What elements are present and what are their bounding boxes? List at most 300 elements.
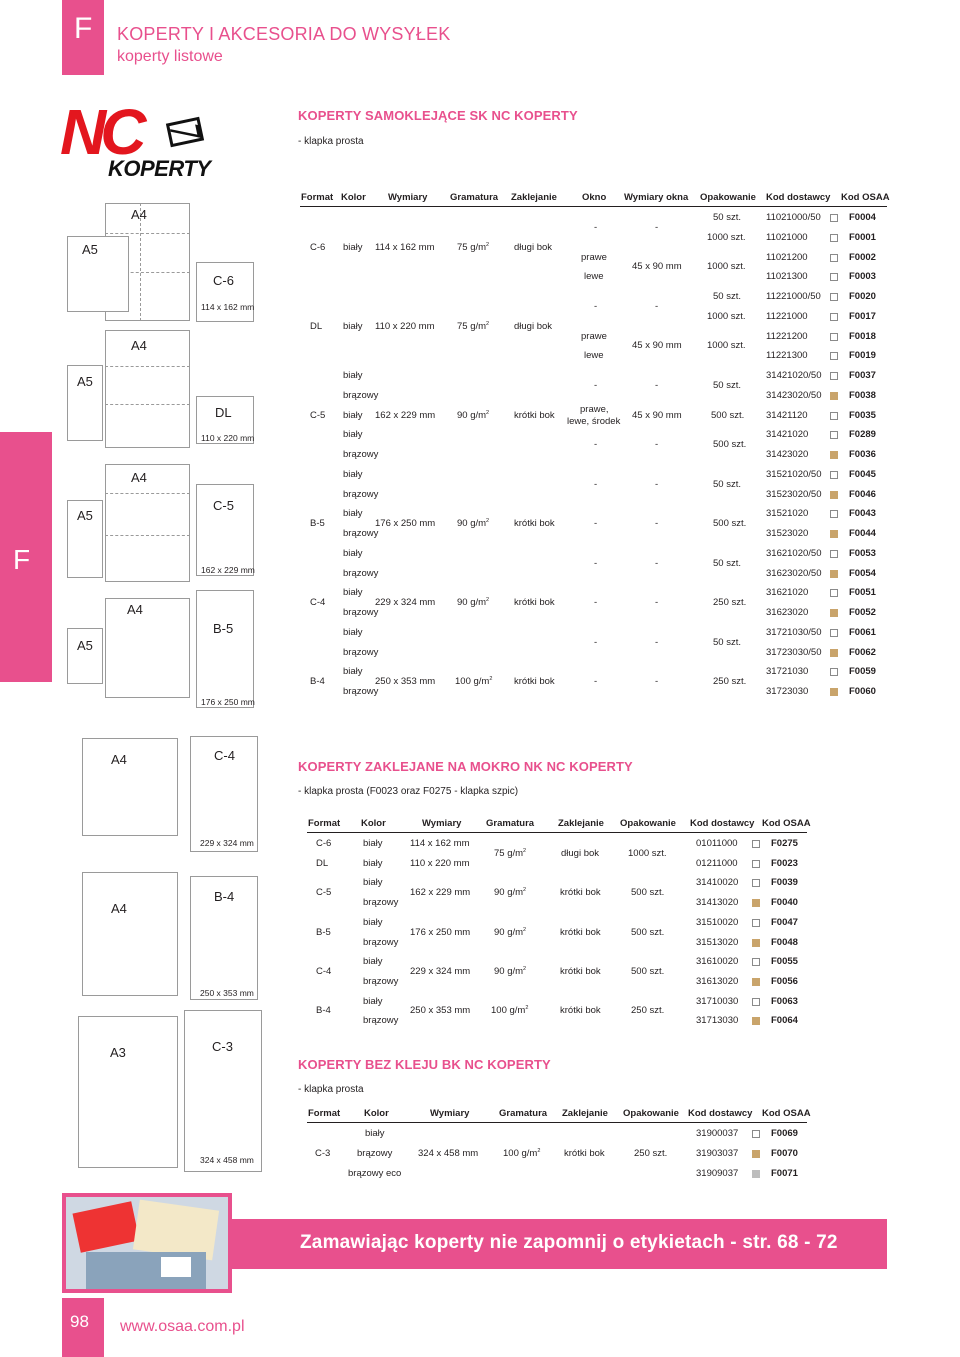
packaging-cell: 50 szt. <box>713 478 741 490</box>
color-cell: biały <box>343 429 363 441</box>
supplier-code: 31623020 <box>766 607 809 618</box>
window-cell: - <box>594 597 598 609</box>
logo-nc-text: NC <box>60 96 141 168</box>
packaging-cell: 250 szt. <box>631 1005 665 1017</box>
packaging-cell: 250 szt. <box>713 597 747 609</box>
osaa-code: F0043 <box>849 508 876 520</box>
format-cell: C-6 <box>316 838 332 849</box>
col-header: Kolor <box>361 818 386 829</box>
grammage-value: 100 g/m <box>455 676 490 688</box>
brown-swatch <box>830 392 838 400</box>
osaa-code: F0020 <box>849 291 876 302</box>
window-cell: - <box>594 221 598 233</box>
color-cell: biały <box>363 838 383 849</box>
white-swatch <box>830 629 838 637</box>
brown-swatch <box>830 688 838 696</box>
section2-subtitle: - klapka prosta (F0023 oraz F0275 - klapka szpic) <box>298 786 519 797</box>
grammage-value: 90 g/m <box>457 597 487 609</box>
white-swatch <box>830 431 838 439</box>
osaa-code: F0069 <box>771 1128 798 1139</box>
color-cell: biały <box>363 877 383 889</box>
page-number: 98 <box>62 1298 104 1357</box>
osaa-code: F0045 <box>849 468 876 480</box>
col-header: Okno <box>582 192 607 203</box>
osaa-code: F0055 <box>771 956 798 968</box>
color-cell: brązowy <box>343 389 379 401</box>
osaa-code: F0052 <box>849 607 876 618</box>
osaa-code: F0044 <box>849 528 876 539</box>
supplier-code: 31513020 <box>696 936 739 948</box>
osaa-code: F0054 <box>849 567 876 579</box>
grammage-cell: 100 $g/m^2$ <box>503 1148 541 1159</box>
dimensions-cell: 250 x 353 mm <box>410 1005 471 1017</box>
col-header: Opakowanie <box>700 192 756 203</box>
brown-swatch <box>752 978 760 986</box>
color-cell: brązowy <box>343 488 379 500</box>
color-cell: brązowy <box>363 975 399 987</box>
dimensions-cell: 110 x 220 mm <box>375 320 435 332</box>
grammage-value: 90 g/m <box>494 887 524 899</box>
format-cell: C-5 <box>310 409 326 421</box>
window-cell: lewe, środek <box>567 415 621 427</box>
window-size-cell: - <box>655 300 659 312</box>
brown-swatch <box>752 899 760 907</box>
color-cell: biały <box>343 626 363 638</box>
color-cell: biały <box>343 508 363 520</box>
grey-swatch <box>752 1170 760 1178</box>
supplier-code: 31721030/50 <box>766 626 822 638</box>
window-cell: lewe <box>584 271 604 283</box>
grammage-value: 90 g/m <box>494 926 524 938</box>
label-a5: A5 <box>77 638 93 653</box>
color-cell: biały <box>343 320 363 332</box>
col-header: Kod dostawcy <box>766 192 831 203</box>
dimensions-cell: 229 x 324 mm <box>375 597 436 609</box>
osaa-code: F0059 <box>849 666 876 678</box>
osaa-code: F0061 <box>849 626 876 638</box>
grammage-cell: 75 $g/m^2$ <box>457 320 490 332</box>
window-cell: - <box>594 676 598 688</box>
osaa-code: F0289 <box>849 429 876 441</box>
col-header: Zaklejanie <box>511 192 557 203</box>
sealing-cell: krótki bok <box>564 1148 605 1159</box>
window-size-cell: - <box>655 557 659 569</box>
white-swatch <box>830 550 838 558</box>
supplier-code: 31613020 <box>696 975 739 987</box>
table-divider <box>300 206 887 207</box>
brown-swatch <box>830 609 838 617</box>
packaging-cell: 1000 szt. <box>707 261 746 273</box>
col-header: Gramatura <box>499 1108 548 1119</box>
supplier-code: 01011000 <box>696 838 738 849</box>
white-swatch <box>830 352 838 360</box>
dimensions-cell: 250 x 353 mm <box>375 676 436 688</box>
supplier-code: 31413020 <box>696 897 739 909</box>
packaging-cell: 50 szt. <box>713 636 741 648</box>
supplier-code: 31721030 <box>766 666 809 678</box>
col-header: Zaklejanie <box>562 1108 608 1119</box>
sealing-cell: krótki bok <box>514 676 555 688</box>
color-cell: brązowy <box>343 646 379 658</box>
supplier-code: 01211000 <box>696 857 738 869</box>
supplier-code: 31621020 <box>766 587 809 599</box>
format-cell: C-6 <box>310 241 326 253</box>
osaa-code: F0004 <box>849 212 876 223</box>
website-link[interactable]: www.osaa.com.pl <box>120 1318 245 1335</box>
window-size-cell: 45 x 90 mm <box>632 409 682 421</box>
osaa-code: F0017 <box>849 310 876 322</box>
dimensions-cell: 110 x 220 mm <box>410 857 470 869</box>
color-cell: biały <box>343 409 363 421</box>
grammage-cell: 75 $g/m^2$ <box>494 847 527 859</box>
osaa-code: F0275 <box>771 838 798 849</box>
dimensions-cell: 229 x 324 mm <box>410 966 471 978</box>
label-a5: A5 <box>77 508 93 523</box>
dim-dl: 110 x 220 mm <box>201 433 255 443</box>
osaa-code: F0035 <box>849 409 876 421</box>
window-size-cell: - <box>655 478 659 490</box>
supplier-code: 31421020 <box>766 429 809 441</box>
window-cell: - <box>594 379 598 391</box>
format-cell: B-4 <box>310 676 325 688</box>
col-header: Kod OSAA <box>841 192 890 203</box>
white-swatch <box>830 372 838 380</box>
format-cell: DL <box>316 857 329 869</box>
format-cell: C-3 <box>315 1148 331 1159</box>
brown-swatch <box>830 451 838 459</box>
col-header: Opakowanie <box>623 1108 679 1119</box>
osaa-code: F0019 <box>849 350 876 362</box>
color-cell: biały <box>363 916 383 928</box>
osaa-code: F0040 <box>771 897 798 909</box>
col-header: Wymiary <box>422 818 462 829</box>
osaa-code: F0018 <box>849 330 876 342</box>
osaa-code: F0046 <box>849 488 876 500</box>
nc-koperty-logo <box>60 96 211 182</box>
color-cell: biały <box>343 666 363 678</box>
label-dl: DL <box>215 405 232 420</box>
supplier-code: 11021300 <box>766 271 808 283</box>
sealing-cell: krótki bok <box>560 887 601 899</box>
side-section-tab: F <box>0 432 52 682</box>
white-swatch <box>752 958 760 966</box>
brown-swatch <box>830 570 838 578</box>
osaa-code: F0056 <box>771 975 798 987</box>
dimensions-cell: 176 x 250 mm <box>375 518 436 530</box>
osaa-code: F0002 <box>849 251 876 263</box>
dimensions-cell: 324 x 458 mm <box>418 1148 479 1159</box>
osaa-code: F0070 <box>771 1148 798 1159</box>
grammage-cell: 90 $g/m^2$ <box>457 409 490 421</box>
osaa-code: F0064 <box>771 1015 798 1027</box>
window-size-cell: - <box>655 636 659 648</box>
paper-a5-outline <box>67 236 129 312</box>
color-cell: brązowy <box>363 1015 399 1027</box>
dim-c3: 324 x 458 mm <box>200 1155 254 1165</box>
sealing-cell: krótki bok <box>560 1005 601 1017</box>
window-cell: - <box>594 300 598 312</box>
white-swatch <box>830 668 838 676</box>
packaging-cell: 500 szt. <box>631 966 665 978</box>
color-cell: biały <box>343 587 363 599</box>
white-swatch <box>830 333 838 341</box>
window-cell: - <box>594 518 598 530</box>
window-size-cell: - <box>655 518 659 530</box>
color-cell: brązowy <box>343 528 379 539</box>
osaa-code: F0037 <box>849 370 876 381</box>
white-swatch <box>830 510 838 518</box>
color-cell: brązowy <box>343 607 379 618</box>
col-header: Opakowanie <box>620 818 676 829</box>
col-header: Kod dostawcy <box>690 818 755 829</box>
white-swatch <box>830 254 838 262</box>
supplier-code: 11021000/50 <box>766 212 821 223</box>
supplier-code: 11221000 <box>766 310 808 322</box>
osaa-code: F0038 <box>849 389 876 401</box>
osaa-code: F0060 <box>849 686 876 697</box>
grammage-cell: 100 $g/m^2$ <box>491 1005 529 1017</box>
supplier-code: 31410020 <box>696 877 739 889</box>
osaa-code: F0047 <box>771 916 798 928</box>
window-cell: - <box>594 439 598 451</box>
color-cell: biały <box>363 857 383 869</box>
packaging-cell: 500 szt. <box>631 926 665 938</box>
brown-swatch <box>830 491 838 499</box>
format-cell: C-4 <box>316 966 332 978</box>
packaging-cell: 1000 szt. <box>707 310 746 322</box>
color-cell: biały <box>363 956 383 968</box>
col-header: Wymiary <box>430 1108 470 1119</box>
window-cell: - <box>594 636 598 648</box>
window-cell: prawe <box>581 251 607 263</box>
osaa-code: F0051 <box>849 587 876 599</box>
osaa-code: F0063 <box>771 995 798 1007</box>
window-size-cell: - <box>655 676 659 688</box>
sealing-cell: krótki bok <box>514 518 555 530</box>
sealing-cell: krótki bok <box>514 597 555 609</box>
white-swatch <box>830 293 838 301</box>
page-title: KOPERTY I AKCESORIA DO WYSYŁEK <box>117 24 451 44</box>
grammage-cell: 75 $g/m^2$ <box>457 241 490 253</box>
brown-swatch <box>830 649 838 657</box>
brown-swatch <box>752 939 760 947</box>
supplier-code: 31510020 <box>696 916 739 928</box>
label-a5: A5 <box>77 374 93 389</box>
osaa-code: F0003 <box>849 271 876 283</box>
window-size-cell: - <box>655 379 659 391</box>
table-divider <box>307 832 807 833</box>
supplier-code: 11021200 <box>766 251 808 263</box>
label-c6: C-6 <box>213 273 234 288</box>
supplier-code: 31521020/50 <box>766 468 822 480</box>
label-a4: A4 <box>131 470 147 485</box>
section1-subtitle: - klapka prosta <box>298 136 364 147</box>
color-cell: brązowy <box>363 897 399 909</box>
col-header: Zaklejanie <box>558 818 604 829</box>
col-header: Gramatura <box>450 192 499 203</box>
sealing-cell: krótki bok <box>560 966 601 978</box>
packaging-cell: 50 szt. <box>713 291 741 302</box>
label-a4: A4 <box>111 752 127 767</box>
dim-b5: 176 x 250 mm <box>201 697 255 707</box>
format-cell: DL <box>310 320 323 332</box>
white-swatch <box>752 998 760 1006</box>
envelope-c3-outline <box>184 1010 262 1172</box>
supplier-code: 31423020/50 <box>766 389 822 401</box>
window-cell: prawe, <box>580 403 609 415</box>
col-header: Kod OSAA <box>762 1108 811 1119</box>
label-c5: C-5 <box>213 498 234 513</box>
osaa-code: F0001 <box>849 231 876 243</box>
grammage-cell: 100 $g/m^2$ <box>455 676 493 688</box>
white-swatch <box>752 879 760 887</box>
window-size-cell: 45 x 90 mm <box>632 340 682 352</box>
supplier-code: 31713030 <box>696 1015 739 1027</box>
color-cell: biały <box>365 1128 385 1139</box>
window-cell: - <box>594 478 598 490</box>
col-header: Kod dostawcy <box>688 1108 753 1119</box>
packaging-cell: 1000 szt. <box>707 231 746 243</box>
white-swatch <box>752 1130 760 1138</box>
color-cell: brązowy <box>357 1148 393 1159</box>
format-cell: B-5 <box>316 926 331 938</box>
white-swatch <box>752 919 760 927</box>
supplier-code: 31909037 <box>696 1168 739 1179</box>
packaging-cell: 250 szt. <box>634 1148 668 1159</box>
packaging-cell: 50 szt. <box>713 557 741 569</box>
window-cell: - <box>594 557 598 569</box>
grammage-cell: 90 $g/m^2$ <box>457 597 490 609</box>
col-header: Format <box>308 1108 341 1119</box>
dimensions-cell: 114 x 162 mm <box>410 838 470 849</box>
label-a4: A4 <box>127 602 143 617</box>
white-swatch <box>830 313 838 321</box>
packaging-cell: 1000 szt. <box>707 340 746 352</box>
sealing-cell: długi bok <box>514 320 553 332</box>
header-letter-tab: F <box>62 0 104 75</box>
supplier-code: 31421020/50 <box>766 370 822 381</box>
supplier-code: 31610020 <box>696 956 739 968</box>
packaging-cell: 500 szt. <box>631 887 665 899</box>
col-header: Format <box>301 192 334 203</box>
supplier-code: 31421120 <box>766 409 808 421</box>
sealing-cell: krótki bok <box>514 409 555 421</box>
section3-subtitle: - klapka prosta <box>298 1084 364 1095</box>
label-a5: A5 <box>82 242 98 257</box>
table-divider <box>307 1122 807 1123</box>
white-swatch <box>830 273 838 281</box>
dim-c5: 162 x 229 mm <box>201 565 255 575</box>
sealing-cell: długi bok <box>561 847 600 859</box>
color-cell: brązowy eco <box>348 1168 402 1179</box>
grammage-cell: 90 $g/m^2$ <box>494 926 527 938</box>
envelope-icon <box>166 117 204 148</box>
white-swatch <box>830 214 838 222</box>
label-b5: B-5 <box>213 621 234 636</box>
packaging-cell: 50 szt. <box>713 379 741 391</box>
grammage-value: 100 g/m <box>503 1148 538 1159</box>
label-a3: A3 <box>110 1045 126 1060</box>
supplier-code: 11221000/50 <box>766 291 821 302</box>
window-size-cell: - <box>655 221 659 233</box>
grammage-value: 75 g/m <box>457 241 487 253</box>
supplier-code: 11221300 <box>766 350 808 362</box>
format-cell: B-4 <box>316 1005 331 1017</box>
white-swatch <box>830 412 838 420</box>
col-header: Kolor <box>364 1108 389 1119</box>
dim-c4: 229 x 324 mm <box>200 838 254 848</box>
label-c3: C-3 <box>212 1039 233 1054</box>
col-header: Wymiary <box>388 192 428 203</box>
dim-c6: 114 x 162 mm <box>201 302 255 312</box>
envelope-c6-outline <box>196 262 254 322</box>
dimensions-cell: 162 x 229 mm <box>410 887 471 899</box>
white-swatch <box>752 840 760 848</box>
logo-koperty-text: KOPERTY <box>108 156 211 181</box>
osaa-code: F0048 <box>771 936 798 948</box>
osaa-code: F0071 <box>771 1168 798 1179</box>
packaging-cell: 500 szt. <box>713 518 747 530</box>
format-cell: C-4 <box>310 597 326 609</box>
window-cell: lewe <box>584 350 604 362</box>
grammage-value: 90 g/m <box>494 966 524 978</box>
white-swatch <box>830 471 838 479</box>
section1-title: KOPERTY SAMOKLEJĄCE SK NC KOPERTY <box>298 108 578 123</box>
color-cell: biały <box>343 468 363 480</box>
supplier-code: 31623020/50 <box>766 567 822 579</box>
grammage-cell: 90 $g/m^2$ <box>494 887 527 899</box>
label-b4: B-4 <box>214 889 235 904</box>
label-a4: A4 <box>111 901 127 916</box>
packaging-cell: 250 szt. <box>713 676 747 688</box>
supplier-code: 31521020 <box>766 508 809 520</box>
packaging-cell: 1000 szt. <box>628 847 667 859</box>
page-subtitle: koperty listowe <box>117 48 223 65</box>
col-header: Wymiary okna <box>624 192 689 203</box>
supplier-code: 31523020 <box>766 528 809 539</box>
brown-swatch <box>830 530 838 538</box>
supplier-code: 11021000 <box>766 231 808 243</box>
supplier-code: 31903037 <box>696 1148 739 1159</box>
col-header: Format <box>308 818 341 829</box>
window-size-cell: - <box>655 439 659 451</box>
color-cell: brązowy <box>343 686 379 697</box>
packaging-cell: 500 szt. <box>711 409 745 421</box>
color-cell: biały <box>343 241 363 253</box>
window-cell: prawe <box>581 330 607 342</box>
labels-banner: Zamawiając koperty nie zapomnij o etykietach - str. 68 - 72 <box>230 1219 887 1269</box>
grammage-value: 100 g/m <box>491 1005 526 1017</box>
grammage-value: 90 g/m <box>457 409 487 421</box>
envelopes-photo <box>62 1193 232 1293</box>
osaa-code: F0039 <box>771 877 798 889</box>
label-a4: A4 <box>131 207 147 222</box>
label-c4: C-4 <box>214 748 235 763</box>
col-header: Gramatura <box>486 818 535 829</box>
format-cell: C-5 <box>316 887 332 899</box>
brown-swatch <box>752 1017 760 1025</box>
color-cell: biały <box>343 370 363 381</box>
color-cell: biały <box>343 547 363 559</box>
osaa-code: F0062 <box>849 646 876 658</box>
dim-b4: 250 x 353 mm <box>200 988 254 998</box>
brown-swatch <box>752 1150 760 1158</box>
supplier-code: 31423020 <box>766 449 809 460</box>
supplier-code: 31900037 <box>696 1128 739 1139</box>
osaa-code: F0023 <box>771 857 798 869</box>
dimensions-cell: 176 x 250 mm <box>410 926 471 938</box>
packaging-cell: 50 szt. <box>713 212 741 223</box>
